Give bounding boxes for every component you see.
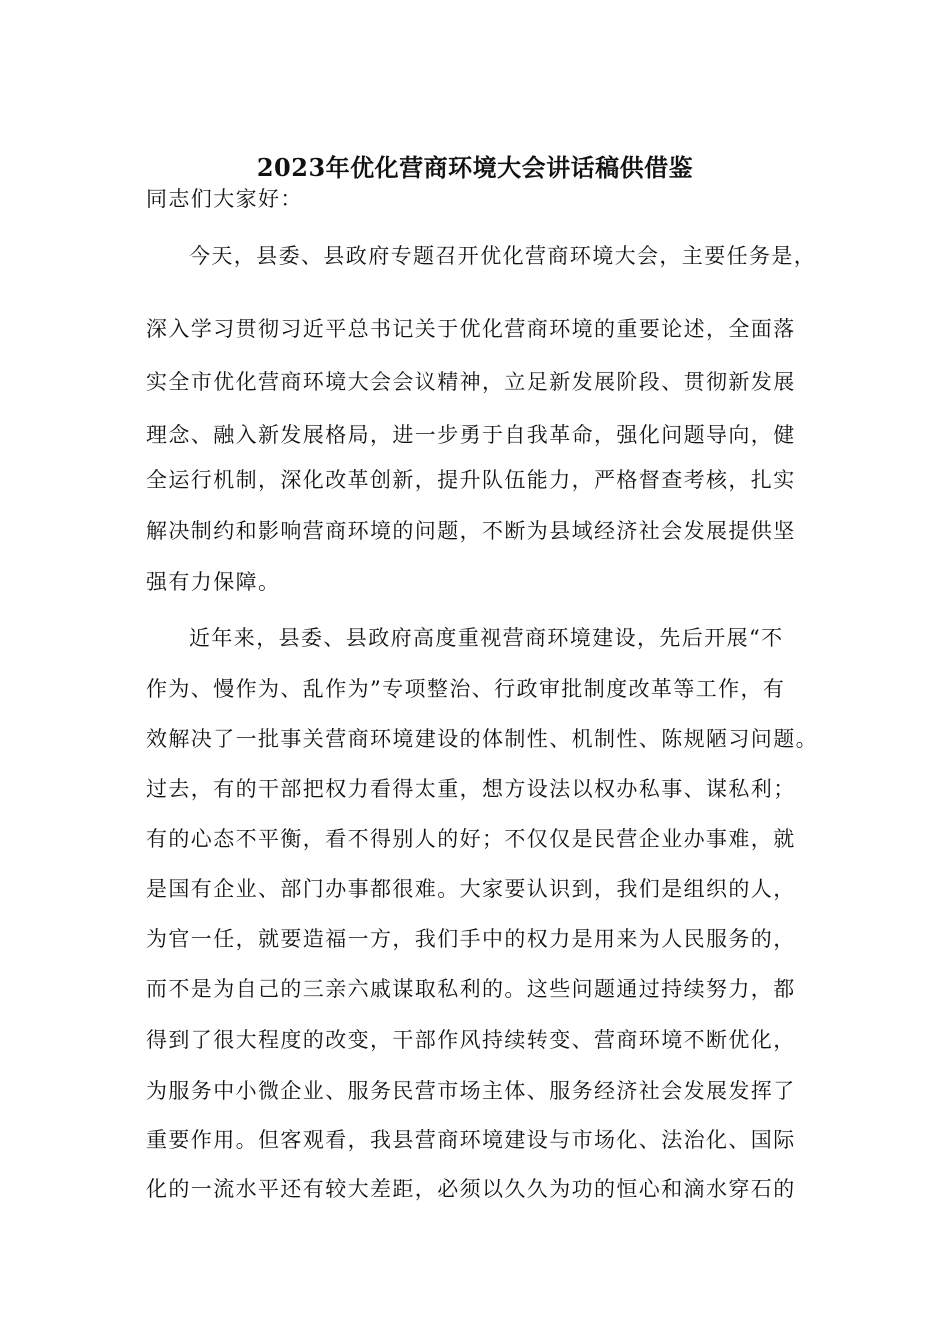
paragraph-2-line-1: 近年来，县委、县政府高度重视营商环境建设，先后开展“不 [189, 626, 784, 650]
paragraph-2-line-7: 为官一任，就要造福一方，我们手中的权力是用来为人民服务的， [146, 927, 796, 951]
paragraph-1-line-7: 强有力保障。 [146, 570, 281, 594]
paragraph-2-line-8: 而不是为自己的三亲六戚谋取私利的。这些问题通过持续努力，都 [146, 977, 796, 1001]
paragraph-2-line-6: 是国有企业、部门办事都很难。大家要认识到，我们是组织的人， [146, 877, 796, 901]
paragraph-2-line-5: 有的心态不平衡，看不得别人的好；不仅仅是民营企业办事难，就 [146, 827, 796, 851]
document-title: 2023年优化营商环境大会讲话稿供借鉴 [256, 153, 694, 182]
paragraph-1-line-6: 解决制约和影响营商环境的问题，不断为县域经济社会发展提供坚 [146, 519, 796, 543]
paragraph-1-line-2: 深入学习贯彻习近平总书记关于优化营商环境的重要论述，全面落 [146, 317, 796, 341]
paragraph-2-line-9: 得到了很大程度的改变，干部作风持续转变、营商环境不断优化， [146, 1028, 796, 1052]
paragraph-2-line-11: 重要作用。但客观看，我县营商环境建设与市场化、法治化、国际 [146, 1128, 796, 1152]
paragraph-1-line-3: 实全市优化营商环境大会会议精神，立足新发展阶段、贯彻新发展 [146, 370, 796, 394]
paragraph-1-line-1: 今天，县委、县政府专题召开优化营商环境大会，主要任务是， [189, 244, 817, 268]
paragraph-2-line-12: 化的一流水平还有较大差距，必须以久久为功的恒心和滴水穿石的 [146, 1177, 796, 1201]
paragraph-2-line-10: 为服务中小微企业、服务民营市场主体、服务经济社会发展发挥了 [146, 1079, 796, 1103]
paragraph-1-line-5: 全运行机制，深化改革创新，提升队伍能力，严格督查考核，扎实 [146, 468, 796, 492]
greeting-line: 同志们大家好： [146, 187, 303, 211]
paragraph-2-line-2: 作为、慢作为、乱作为”专项整治、行政审批制度改革等工作，有 [146, 677, 786, 701]
paragraph-2-line-3: 效解决了一批事关营商环境建设的体制性、机制性、陈规陋习问题。 [146, 727, 818, 751]
paragraph-1-line-4: 理念、融入新发展格局，进一步勇于自我革命，强化问题导向，健 [146, 423, 796, 447]
paragraph-2-line-4: 过去，有的干部把权力看得太重，想方设法以权办私事、谋私利； [146, 777, 796, 801]
